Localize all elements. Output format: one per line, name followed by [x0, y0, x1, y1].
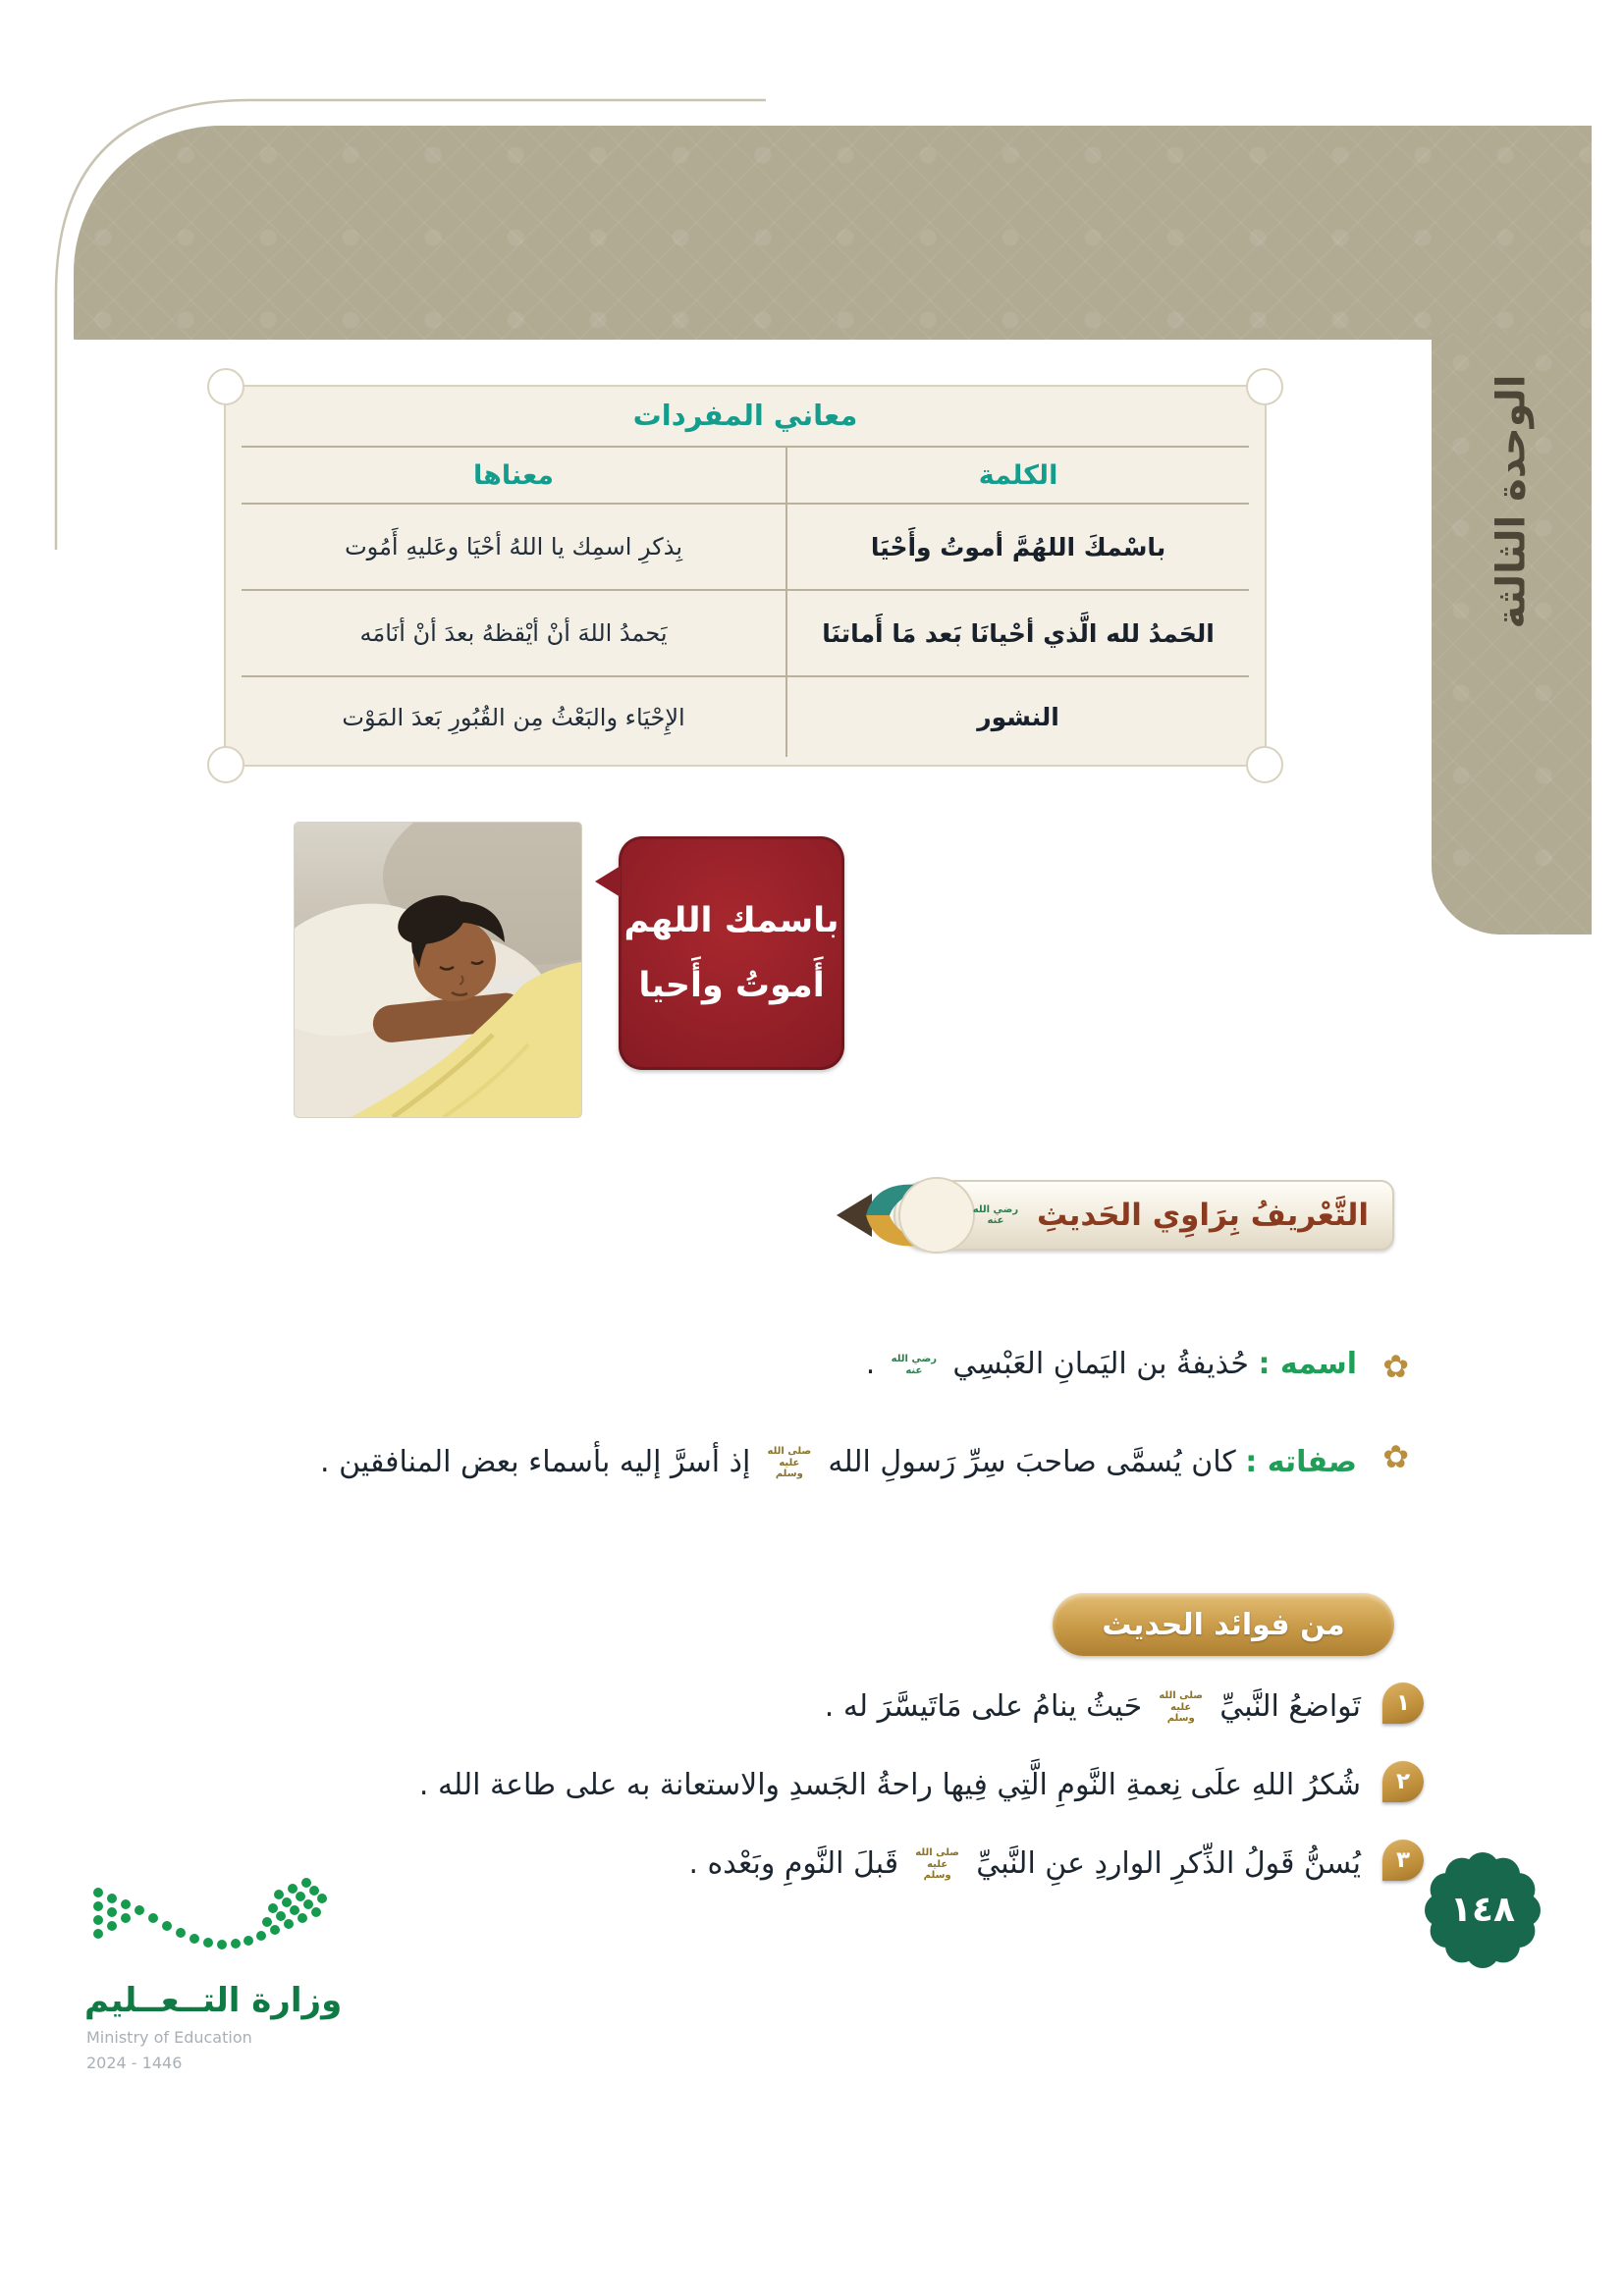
ornament-icon: ✿	[1382, 1348, 1409, 1385]
ministry-wordmark: وزارة التــعــليم	[84, 1981, 343, 2020]
narrator-name-line	[412, 1341, 1357, 1388]
vocab-table-grid	[242, 446, 1249, 757]
ornament-icon: ✿	[1382, 1438, 1409, 1475]
narrator-banner	[833, 1174, 1394, 1256]
salla-allahu-alayhi-wasallam-icon: صلى الله عليه وسلم	[767, 1446, 812, 1480]
radi-allahu-anhu-icon: رضي الله عنه	[891, 1354, 938, 1376]
benefit-number-2	[1382, 1761, 1424, 1802]
ministry-name-en: Ministry of Education	[86, 2028, 252, 2047]
vocab-header-word: الكلمة	[785, 446, 1249, 503]
benefits-banner-title: من فوائد الحديث	[1102, 1607, 1345, 1642]
sleeping-child-photo	[295, 823, 581, 1117]
vocab-table-title: معاني المفردات	[632, 399, 858, 432]
benefit-item-1	[137, 1684, 1361, 1731]
salla-allahu-alayhi-wasallam-icon: صلى الله عليه وسلم	[1159, 1690, 1204, 1725]
ministry-logo	[84, 1873, 330, 1971]
salla-allahu-alayhi-wasallam-icon: صلى الله عليه وسلم	[915, 1847, 959, 1882]
top-band	[74, 126, 1592, 340]
corner-notch	[1246, 746, 1283, 783]
sleeping-child-illustration	[295, 823, 581, 1117]
benefit-text-1a: تَواضعُ النَّبيِّ	[1219, 1689, 1361, 1724]
pencil-icon	[833, 1174, 980, 1256]
speech-bubble	[619, 836, 844, 1070]
benefit-text-1b: حَيثُ ينامُ على مَاتَيسَّرَ له .	[824, 1689, 1143, 1724]
traits-label: صفاته :	[1245, 1445, 1357, 1479]
edition-years: 2024 - 1446	[86, 2054, 183, 2072]
narrator-traits-paragraph	[147, 1425, 1357, 1501]
vocab-cell-meaning: يَحمدُ اللهَ أنْ أيْقظهُ بعدَ أنْ أنَامَه	[242, 589, 785, 675]
page-number-badge	[1424, 1851, 1542, 1969]
benefit-text-3a: يُسنُّ قَولُ الذِّكرِ الواردِ عنِ النَّبيِّ	[976, 1846, 1361, 1881]
vocab-cell-meaning: بِذكرِ اسمِك يا اللهُ أحْيَا وعَليهِ أَمُوت	[242, 503, 785, 589]
name-label: اسمه :	[1258, 1347, 1357, 1381]
unit-title: الوحدة الثالثة	[1489, 374, 1535, 629]
benefit-number-text: ٣	[1395, 1847, 1411, 1873]
corner-notch	[207, 746, 244, 783]
benefit-number-text: ١	[1395, 1690, 1411, 1716]
benefit-text-3b: قَبلَ النَّومِ وبَعْده .	[688, 1846, 899, 1881]
narrator-banner-title: التَّعْريفُ بِرَاوِي الحَديثِ	[1036, 1198, 1369, 1233]
vocab-cell-meaning: الإِحْيَاء والبَعْثُ مِن القُبُورِ بَعدَ المَوْت	[242, 675, 785, 757]
benefits-banner	[1053, 1593, 1394, 1656]
bubble-line-2: أَموتُ وأَحيا	[638, 966, 825, 1005]
vocab-cell-word: النشور	[785, 675, 1249, 757]
traits-text-1: كان يُسمَّى صاحبَ سِرِّ رَسولِ الله	[828, 1445, 1236, 1479]
vocab-table-panel	[224, 385, 1267, 767]
benefit-number-1	[1382, 1682, 1424, 1724]
vocab-header-meaning: معناها	[242, 446, 785, 503]
benefit-number-3	[1382, 1840, 1424, 1881]
period: .	[865, 1347, 876, 1381]
benefit-number-text: ٢	[1395, 1769, 1411, 1794]
traits-text-2: إذ أسرَّ إليه بأسماء بعض المنافقين .	[320, 1445, 751, 1479]
name-text: حُذيفةُ بن اليَمانِ العَبْسِي	[952, 1347, 1249, 1381]
unit-title-box	[1432, 340, 1592, 664]
vocab-cell-word: باسْمكَ اللهُمَّ أموتُ وأَحْيَا	[785, 503, 1249, 589]
bubble-line-1: باسمك اللهم	[623, 901, 839, 940]
benefit-text-2: شُكرُ اللهِ علَى نِعمةِ النَّومِ الَّتِي فِيها راحةُ الجَسدِ والاستعانة به على طاعة الله .	[418, 1768, 1361, 1802]
narrator-banner-title-row	[966, 1174, 1369, 1256]
page-number: ١٤٨	[1450, 1890, 1515, 1930]
vocab-cell-word: الحَمدُ لله الَّذي أحْيانَا بَعد مَا أَماتنَا	[785, 589, 1249, 675]
radi-allahu-anhu-icon: رضي الله عنه	[972, 1203, 1019, 1226]
benefit-item-2	[137, 1763, 1361, 1809]
